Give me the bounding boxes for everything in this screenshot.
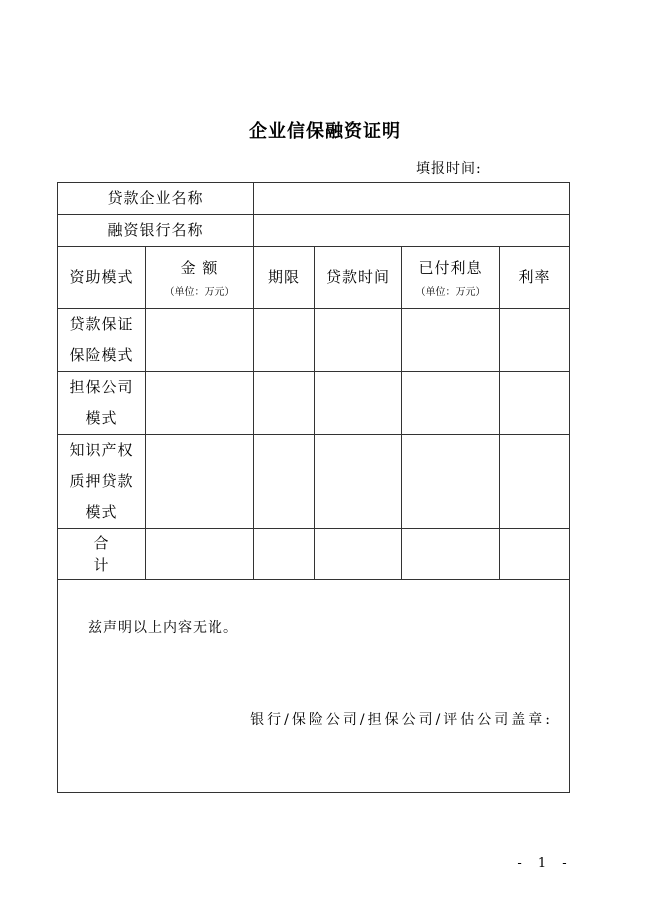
header-rate: 利率 [500, 247, 570, 309]
mode-label-ip-pledge [58, 435, 146, 529]
term-cell[interactable] [254, 309, 315, 372]
header-loan-time: 贷款时间 [315, 247, 402, 309]
term-total-cell[interactable] [254, 529, 315, 580]
mode-label-guarantee [58, 372, 146, 435]
header-amount-unit: （单位：万元） [164, 286, 235, 298]
total-label [58, 529, 146, 580]
header-interest-paid [402, 247, 500, 309]
rate-cell[interactable] [500, 309, 570, 372]
interest-total-cell[interactable] [402, 529, 500, 580]
bank-name-row [58, 215, 570, 247]
amount-cell[interactable] [146, 435, 254, 529]
amount-total-cell[interactable] [146, 529, 254, 580]
mode-line: 担保公司 [69, 378, 134, 396]
total-line: 合 [93, 534, 110, 552]
header-row [58, 247, 570, 309]
rate-cell[interactable] [500, 435, 570, 529]
mode-line: 保险模式 [69, 346, 134, 364]
loan-time-cell[interactable] [315, 435, 402, 529]
amount-cell[interactable] [146, 309, 254, 372]
term-cell[interactable] [254, 435, 315, 529]
financing-form-table [57, 182, 570, 793]
loan-time-cell[interactable] [315, 372, 402, 435]
header-amount-label: 金 额 [180, 258, 219, 277]
fill-time-label: 填报时间: [416, 161, 482, 177]
declaration-text: 兹声明以上内容无讹。 [88, 620, 238, 636]
term-cell[interactable] [254, 372, 315, 435]
header-term: 期限 [254, 247, 315, 309]
rate-cell[interactable] [500, 372, 570, 435]
mode-line: 质押贷款 [69, 472, 134, 490]
header-mode: 资助模式 [58, 247, 146, 309]
enterprise-name-field[interactable] [254, 183, 570, 215]
rate-total-cell[interactable] [500, 529, 570, 580]
mode-row-insurance [58, 309, 570, 372]
amount-cell[interactable] [146, 372, 254, 435]
loan-time-total-cell[interactable] [315, 529, 402, 580]
declaration-cell [58, 580, 570, 793]
loan-time-cell[interactable] [315, 309, 402, 372]
bank-name-label: 融资银行名称 [58, 215, 254, 247]
mode-line: 模式 [85, 503, 118, 521]
interest-cell[interactable] [402, 372, 500, 435]
declaration-row [58, 580, 570, 793]
header-amount [146, 247, 254, 309]
total-line: 计 [93, 556, 110, 574]
enterprise-name-row [58, 183, 570, 215]
mode-row-ip-pledge [58, 435, 570, 529]
mode-line: 知识产权 [69, 441, 134, 459]
total-row [58, 529, 570, 580]
header-interest-label: 已付利息 [418, 258, 483, 277]
page-title: 企业信保融资证明 [249, 121, 401, 142]
seal-label: 银行/保险公司/担保公司/评估公司盖章: [250, 712, 554, 728]
header-interest-unit: （单位：万元） [415, 286, 486, 298]
mode-line: 模式 [85, 409, 118, 427]
interest-cell[interactable] [402, 309, 500, 372]
interest-cell[interactable] [402, 435, 500, 529]
mode-line: 贷款保证 [69, 315, 134, 333]
mode-label-insurance [58, 309, 146, 372]
bank-name-field[interactable] [254, 215, 570, 247]
page-number: - 1 - [517, 856, 573, 871]
enterprise-name-label: 贷款企业名称 [58, 183, 254, 215]
mode-row-guarantee [58, 372, 570, 435]
